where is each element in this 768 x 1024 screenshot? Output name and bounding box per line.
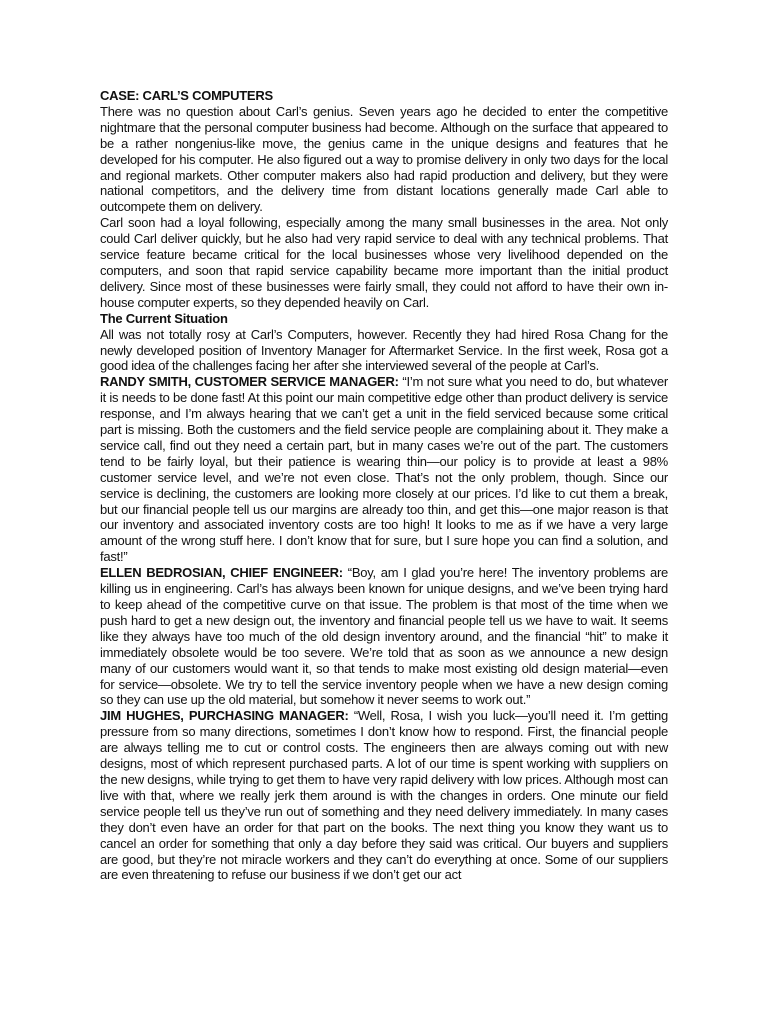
intro-paragraph-2: Carl soon had a loyal following, especially among the many small businesses in the area. Not only could Carl deliver quickly, but he also had very rapid service to deal with any technical problems. That service feature became critical for the local businesses whose very livelihood depended on the computers, and soon that rapid service capability became more important than the initial product delivery. Since most of these businesses were fairly small, they could not afford to have their own in-house computer experts, so they depended heavily on Carl.: [100, 215, 668, 310]
interview-text: “Boy, am I glad you’re here! The inventory problems are killing us in engineering. Carl’s has always been known for unique designs, and we’ve been trying hard to keep ahead of the competitive curve on that issue. The problem is that most of the time when we push hard to get a new design out, the inventory and financial people tell us we have to wait. It seems like they always have too much of the old design inventory around, and the financial “hit” to make it immediately obsolete would be too severe. We’re told that as soon as we announce a new design many of our customers would want it, so that tends to make most existing old design material—even for service—obsolete. We try to tell the service inventory people when we have a new design coming so they can use up the old material, but somehow it never seems to work out.”: [100, 565, 669, 708]
intro-paragraph-1: There was no question about Carl’s genius. Seven years ago he decided to enter the competitive nightmare that the personal computer business had become. Although on the surface that appeared to be a rather nongenius-like move, the genius came in the unique designs and features that he developed for his computer. He also figured out a way to promise delivery in only two days for the local and regional markets. Other computer makers also had rapid production and delivery, but they were national competitors, and the delivery time from distant locations generally made Carl able to outcompete them on delivery.: [100, 103, 668, 215]
section-heading-current-situation: The Current Situation: [100, 310, 228, 326]
document-page: [100, 88, 668, 883]
speaker-name: JIM HUGHES, PURCHASING MANAGER:: [100, 708, 349, 724]
speaker-name: ELLEN BEDROSIAN, CHIEF ENGINEER:: [100, 565, 343, 581]
case-title: CASE: CARL’S COMPUTERS: [100, 88, 273, 103]
interview-jim-hughes: [100, 708, 668, 883]
situation-paragraph: All was not totally rosy at Carl’s Computers, however. Recently they had hired Rosa Chang for the newly developed position of Inventory Manager for Aftermarket Service. In the first week, Rosa got a good idea of the challenges facing her after she interviewed several of the people at Carl’s.: [100, 326, 668, 374]
interview-ellen-bedrosian: [100, 565, 668, 708]
interview-randy-smith: [100, 374, 668, 565]
interview-text: “I’m not sure what you need to do, but whatever it is needs to be done fast! At this point our main competitive edge other than product delivery is service response, and I’m always hearing that we can’t get a unit in the field serviced because some critical part is missing. Both the customers and the field service people are complaining about it. They make a service call, find out they need a certain part, but in many cases we’re out of the part. The customers tend to be fairly loyal, but their patience is wearing thin—our policy is to provide at least a 98% customer service level, and we’re not even close. That’s not the only problem, though. Since our service is declining, the customers are looking more closely at our prices. I’d like to cut them a break, but our financial people tell us our margins are already too thin, and get this—one major reason is that our inventory and associated inventory costs are too high! It looks to me as if we have a very large amount of the wrong stuff here. I don’t know that for sure, but I sure hope you can find a solution, and fast!”: [100, 374, 668, 565]
interview-text: “Well, Rosa, I wish you luck—you’ll need it. I’m getting pressure from so many directions, sometimes I don’t know how to respond. First, the financial people are always telling me to cut or control costs. The engineers then are always coming out with new designs, most of which represent purchased parts. A lot of our time is spent working with suppliers on the new designs, while trying to get them to have very rapid delivery with low prices. Although most can live with that, where we really jerk them around is with the changes in orders. One minute our field service people tell us they’ve run out of something and they need delivery immediately. In many cases they don’t even have an order for that part on the books. The next thing you know they want us to cancel an order for something that only a day before they said was critical. Our buyers and suppliers are good, but they’re not miracle workers and they can’t do everything at once. Some of our suppliers are even threatening to refuse our business if we don’t get our act: [100, 708, 668, 883]
speaker-name: RANDY SMITH, CUSTOMER SERVICE MANAGER:: [100, 374, 399, 390]
